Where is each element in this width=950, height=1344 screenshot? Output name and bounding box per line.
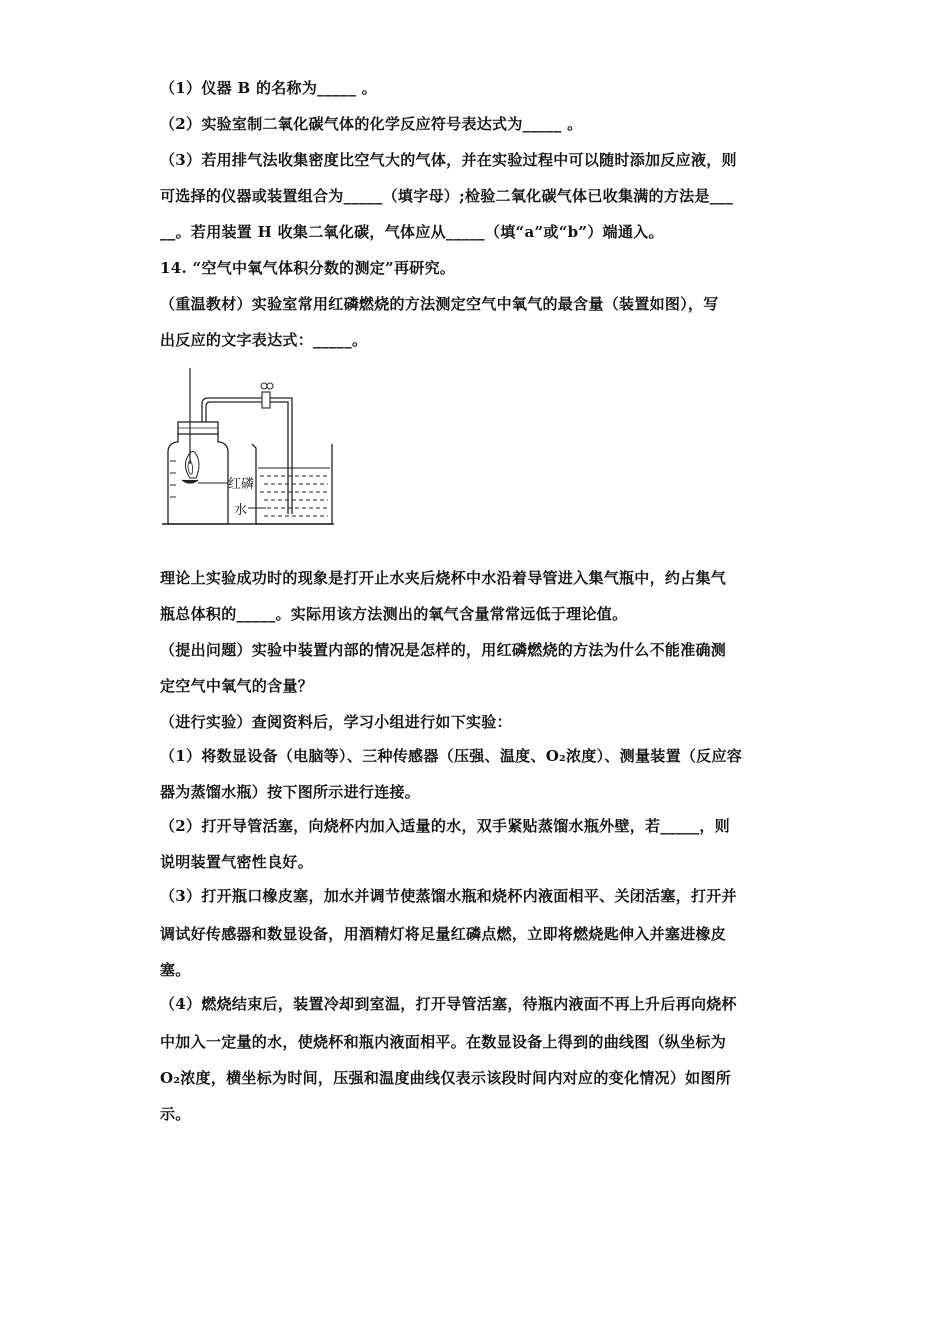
q14-question-line2: 定空气中氧气的含量？ xyxy=(160,677,314,695)
q13-part1: （1）仪器 B 的名称为_____ 。 xyxy=(160,79,377,97)
collecting-bottle xyxy=(168,432,228,524)
q14-step1-line2: 器为蒸馏水瓶）按下图所示进行连接。 xyxy=(160,783,421,801)
q14-theory-line2: 瓶总体积的_____。实际用该方法测出的氧气含量常常远低于理论值。 xyxy=(160,605,628,623)
q14-step2-line1: （2）打开导管活塞，向烧杯内加入适量的水，双手紧贴蒸馏水瓶外壁，若_____，则 xyxy=(160,817,730,835)
q14-experiment-intro: （进行实验）查阅资料后，学习小组进行如下实验： xyxy=(160,713,512,731)
q14-step4-line3: O₂浓度，横坐标为时间，压强和温度曲线仅表示该段时间内对应的变化情况）如图所 xyxy=(160,1069,732,1087)
q14-review-line2: 出反应的文字表达式：_____。 xyxy=(160,331,368,349)
q14-step1-line1: （1）将数显设备（电脑等）、三种传感器（压强、温度、O₂浓度）、测量装置（反应容 xyxy=(160,747,743,765)
delivery-tube xyxy=(202,398,292,514)
q14-step3-line1: （3）打开瓶口橡皮塞，加水并调节使蒸馏水瓶和烧杯内液面相平、关闭活塞，打开并 xyxy=(160,887,737,905)
q14-step4-line2: 中加入一定量的水，使烧杯和瓶内液面相平。在数显设备上得到的曲线图（纵坐标为 xyxy=(160,1033,727,1051)
q13-part3-line2: 可选择的仪器或装置组合为_____（填字母）;检验二氧化碳气体已收集满的方法是___ xyxy=(160,187,734,205)
q14-step2-line2: 说明装置气密性良好。 xyxy=(160,853,314,871)
q13-part3-line1: （3）若用排气法收集密度比空气大的气体，并在实验过程中可以随时添加反应液，则 xyxy=(160,151,737,169)
label-red-phosphorus: 红磷 xyxy=(228,477,255,492)
q14-theory-line1: 理论上实验成功时的现象是打开止水夹后烧杯中水沿着导管进入集气瓶中，约占集气 xyxy=(160,569,727,587)
apparatus-figure xyxy=(160,366,340,532)
q14-title: 14. “空气中氧气体积分数的测定”再研究。 xyxy=(160,259,456,277)
q14-step3-line2: 调试好传感器和数显设备，用酒精灯将足量红磷点燃，立即将燃烧匙伸入并塞进橡皮 xyxy=(160,925,727,943)
q13-part3-line3: __。若用装置 H 收集二氧化碳，气体应从_____（填“a”或“b”）端通入。 xyxy=(160,223,664,241)
q13-part2: （2）实验室制二氧化碳气体的化学反应符号表达式为_____ 。 xyxy=(160,115,583,133)
q14-question-line1: （提出问题）实验中装置内部的情况是怎样的，用红磷燃烧的方法为什么不能准确测 xyxy=(160,641,727,659)
clamp-icon xyxy=(262,392,270,408)
q14-step4-line1: （4）燃烧结束后，装置冷却到室温，打开导管活塞，待瓶内液面不再上升后再向烧杯 xyxy=(160,995,737,1013)
q14-review-line1: （重温教材）实验室常用红磷燃烧的方法测定空气中氧气的最含量（装置如图），写 xyxy=(160,295,719,313)
q14-step3-line3: 塞。 xyxy=(160,961,191,979)
q14-step4-line4: 示。 xyxy=(160,1105,191,1123)
label-water: 水 xyxy=(234,503,248,518)
